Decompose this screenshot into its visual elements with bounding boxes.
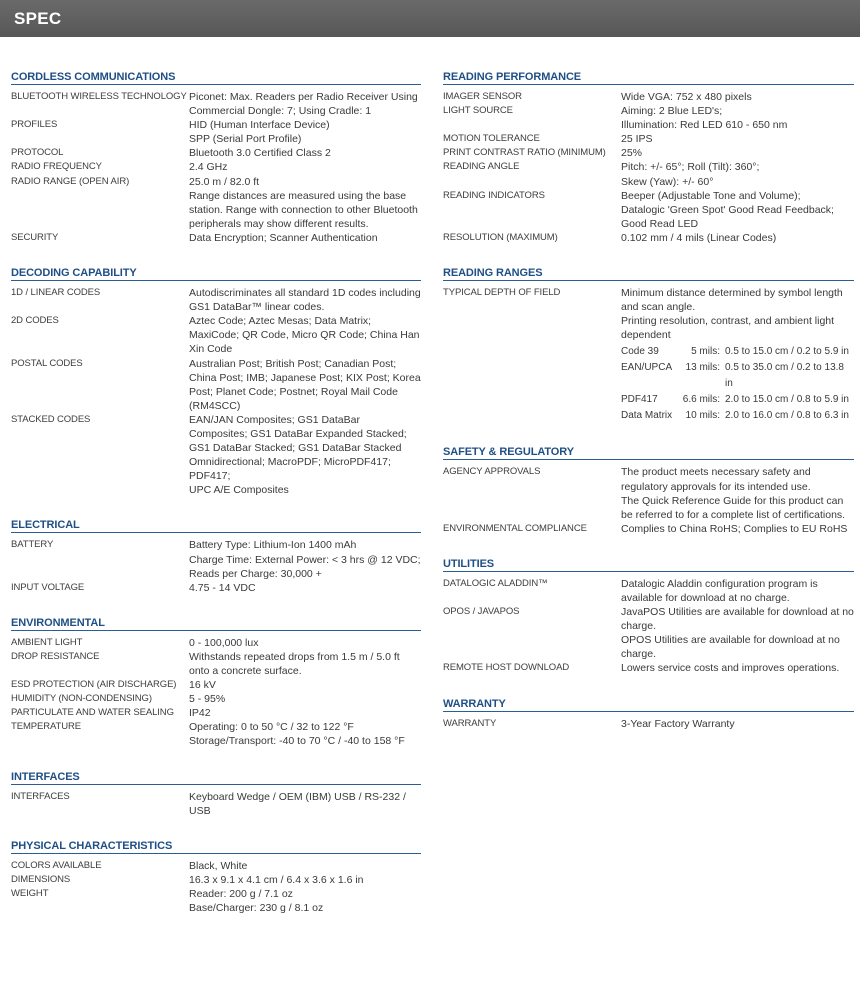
spec-value: Wide VGA: 752 x 480 pixels — [621, 91, 752, 103]
spec-values — [189, 146, 421, 160]
section-warranty — [443, 696, 854, 731]
section-decoding-capability — [11, 265, 421, 497]
spec-label: OPOS / JAVAPOS — [443, 606, 520, 618]
spec-values — [189, 160, 421, 174]
spec-values — [189, 859, 421, 873]
section-title: DECODING CAPABILITY — [11, 265, 421, 281]
spec-values — [621, 522, 854, 536]
spec-row — [443, 286, 854, 424]
spec-row — [443, 717, 854, 731]
spec-value: 0 - 100,000 lux — [189, 636, 259, 649]
spec-row — [443, 104, 854, 132]
spec-value: Australian Post; British Post; Canadian Post; China Post; IMB; Japanese Post; KIX Post; Korea Post; Planet Code; Postnet; Royal Mail Code (RM4SCC) — [189, 357, 421, 412]
range-mils: 5 mils: — [691, 346, 720, 358]
range-mils: 13 mils: — [685, 362, 720, 374]
spec-values — [621, 90, 854, 104]
spec-label: TYPICAL DEPTH OF FIELD — [443, 287, 561, 299]
range-distance: 2.0 to 15.0 cm / 0.8 to 5.9 in — [725, 394, 849, 406]
spec-value: Piconet: Max. Readers per Radio Receiver Using Commercial Dongle: 7; Using Cradle: 1 — [189, 91, 418, 118]
spec-value: Autodiscriminates all standard 1D codes including GS1 DataBar™ linear codes. — [189, 287, 421, 314]
spec-values — [621, 231, 854, 245]
spec-label: WARRANTY — [443, 717, 497, 729]
spec-values — [189, 650, 421, 678]
spec-label: AMBIENT LIGHT — [11, 636, 83, 648]
spec-values — [189, 887, 421, 915]
spec-value: Beeper (Adjustable Tone and Volume); — [621, 189, 801, 202]
spec-row — [11, 314, 421, 356]
spec-values — [621, 132, 854, 146]
spec-label: PRINT CONTRAST RATIO (MINIMUM) — [443, 147, 606, 159]
spec-row — [443, 132, 854, 146]
spec-label: ESD PROTECTION (AIR DISCHARGE) — [11, 679, 177, 691]
spec-value: 3-Year Factory Warranty — [621, 717, 735, 730]
spec-values — [189, 581, 421, 595]
spec-label: MOTION TOLERANCE — [443, 133, 540, 145]
spec-row — [443, 231, 854, 245]
left-column — [11, 69, 421, 935]
spec-values — [621, 605, 854, 661]
spec-value: Base/Charger: 230 g / 8.1 oz — [189, 902, 324, 915]
spec-label: BATTERY — [11, 539, 54, 551]
spec-value: Complies to China RoHS; Complies to EU RoHS — [621, 522, 848, 535]
section-title: ENVIRONMENTAL — [11, 615, 421, 631]
spec-row — [11, 357, 421, 413]
spec-label: AGENCY APPROVALS — [443, 466, 541, 478]
spec-values — [621, 661, 854, 675]
range-distance: 0.5 to 15.0 cm / 0.2 to 5.9 in — [725, 346, 849, 358]
spec-label: STACKED CODES — [11, 413, 91, 425]
spec-label: COLORS AVAILABLE — [11, 859, 102, 871]
spec-label: RADIO RANGE (OPEN AIR) — [11, 175, 130, 187]
spec-value: 25 IPS — [621, 133, 653, 146]
spec-value: JavaPOS Utilities are available for download at no charge. — [621, 606, 854, 633]
spec-label: TEMPERATURE — [11, 721, 81, 733]
spec-value: Printing resolution, contrast, and ambient light dependent — [621, 315, 835, 342]
spec-row — [11, 286, 421, 314]
spec-value: Range distances are measured using the base station. Range with connection to other Bluetooth peripherals may show different results. — [189, 189, 418, 230]
spec-values — [621, 465, 854, 521]
section-interfaces — [11, 769, 421, 818]
spec-label: RADIO FREQUENCY — [11, 161, 102, 173]
spec-values — [189, 706, 421, 720]
spec-value: HID (Human Interface Device) — [189, 119, 330, 132]
spec-row — [443, 465, 854, 521]
section-title: PHYSICAL CHARACTERISTICS — [11, 838, 421, 854]
spec-label: WEIGHT — [11, 887, 49, 899]
spec-row — [443, 146, 854, 160]
range-mils: 10 mils: — [685, 410, 720, 422]
section-title: UTILITIES — [443, 556, 854, 572]
spec-label: ENVIRONMENTAL COMPLIANCE — [443, 522, 587, 534]
spec-label: DATALOGIC ALADDIN™ — [443, 577, 548, 589]
spec-label: SECURITY — [11, 231, 59, 243]
spec-values — [621, 577, 854, 605]
range-symbology: Data Matrix — [621, 410, 673, 422]
spec-label: POSTAL CODES — [11, 357, 83, 369]
spec-value: 0.102 mm / 4 mils (Linear Codes) — [621, 231, 777, 244]
spec-row — [443, 577, 854, 605]
spec-values — [189, 413, 421, 498]
spec-value: SPP (Serial Port Profile) — [189, 133, 302, 146]
spec-values — [189, 286, 421, 314]
spec-row — [11, 873, 421, 887]
section-reading-ranges — [443, 265, 854, 424]
spec-label: 2D CODES — [11, 315, 59, 327]
spec-values — [189, 231, 421, 245]
range-symbology: PDF417 — [621, 394, 658, 406]
range-distance: 0.5 to 35.0 cm / 0.2 to 13.8 in — [725, 362, 844, 390]
spec-label: PROTOCOL — [11, 147, 64, 159]
section-electrical — [11, 517, 421, 594]
spec-row — [443, 605, 854, 661]
spec-value: Charge Time: External Power: < 3 hrs @ 12 VDC; Reads per Charge: 30,000 + — [189, 553, 421, 580]
spec-value: Lowers service costs and improves operations. — [621, 662, 840, 675]
spec-values — [189, 314, 421, 356]
spec-value: 25.0 m / 82.0 ft — [189, 175, 260, 188]
spec-label: READING ANGLE — [443, 161, 520, 173]
spec-row — [11, 790, 421, 818]
spec-value: Keyboard Wedge / OEM (IBM) USB / RS-232 / USB — [189, 790, 406, 817]
spec-values — [189, 538, 421, 580]
spec-label: INTERFACES — [11, 790, 70, 802]
spec-value: IP42 — [189, 707, 211, 720]
spec-value: Bluetooth 3.0 Certified Class 2 — [189, 147, 331, 160]
section-title: READING PERFORMANCE — [443, 69, 854, 85]
spec-values — [621, 189, 854, 231]
spec-row — [11, 720, 421, 748]
spec-value: Black, White — [189, 859, 248, 872]
section-title: SAFETY & REGULATORY — [443, 444, 854, 460]
section-environmental — [11, 615, 421, 749]
spec-row — [443, 189, 854, 231]
section-utilities — [443, 556, 854, 676]
spec-values — [189, 636, 421, 650]
spec-values — [189, 357, 421, 413]
section-safety-regulatory — [443, 444, 854, 535]
spec-values — [621, 104, 854, 132]
spec-row — [11, 146, 421, 160]
spec-values — [189, 90, 421, 118]
spec-value: Datalogic Aladdin configuration program is available for download at no charge. — [621, 577, 818, 604]
spec-value: OPOS Utilities are available for download at no charge. — [621, 634, 840, 661]
spec-value: Operating: 0 to 50 °C / 32 to 122 °F — [189, 721, 354, 734]
spec-row — [11, 160, 421, 174]
spec-value: The Quick Reference Guide for this product can be referred to for a complete list of certifications. — [621, 494, 846, 521]
spec-value: EAN/JAN Composites; GS1 DataBar Composites; GS1 DataBar Expanded Stacked; GS1 DataBar Stacked; GS1 DataBar Stacked Omnidirectional; MacroPDF; MicroPDF417; PDF417; — [189, 413, 407, 483]
spec-value: Aiming: 2 Blue LED's; — [621, 105, 723, 118]
spec-values — [621, 160, 854, 188]
spec-row — [443, 90, 854, 104]
spec-label: PARTICULATE AND WATER SEALING — [11, 707, 174, 719]
spec-value: Storage/Transport: -40 to 70 °C / -40 to 158 °F — [189, 735, 405, 748]
spec-values — [189, 175, 421, 231]
spec-value: 25% — [621, 147, 643, 160]
spec-value: Skew (Yaw): +/- 60° — [621, 175, 714, 188]
spec-label: BLUETOOTH WIRELESS TECHNOLOGY — [11, 91, 187, 102]
section-title: WARRANTY — [443, 696, 854, 712]
spec-row — [443, 160, 854, 188]
spec-label: REMOTE HOST DOWNLOAD — [443, 662, 570, 674]
spec-row — [11, 650, 421, 678]
reading-range-row — [621, 408, 854, 424]
section-title: ELECTRICAL — [11, 517, 421, 533]
spec-value: 2.4 GHz — [189, 161, 228, 174]
section-reading-performance — [443, 69, 854, 245]
spec-row — [11, 413, 421, 498]
section-cordless-communications — [11, 69, 421, 245]
section-title: READING RANGES — [443, 265, 854, 281]
spec-row — [11, 859, 421, 873]
spec-label: 1D / LINEAR CODES — [11, 287, 101, 299]
right-column — [443, 69, 854, 751]
spec-row — [443, 522, 854, 536]
page-title: SPEC — [14, 9, 62, 28]
reading-range-table — [621, 344, 854, 424]
spec-value: Aztec Code; Aztec Mesas; Data Matrix; MaxiCode; QR Code, Micro QR Code; China Han Xin Code — [189, 315, 420, 356]
spec-value: Withstands repeated drops from 1.5 m / 5.0 ft onto a concrete surface. — [189, 650, 400, 677]
spec-row — [443, 661, 854, 675]
spec-label: DIMENSIONS — [11, 873, 71, 885]
spec-values — [189, 790, 421, 818]
spec-value: The product meets necessary safety and regulatory approvals for its intended use. — [621, 466, 811, 493]
spec-row — [11, 706, 421, 720]
spec-row — [11, 175, 421, 231]
reading-range-row — [621, 360, 854, 392]
spec-values — [189, 692, 421, 706]
spec-row — [11, 678, 421, 692]
spec-value: 16 kV — [189, 679, 216, 692]
spec-row — [11, 231, 421, 245]
spec-row — [11, 887, 421, 915]
spec-value: Datalogic 'Green Spot' Good Read Feedback; Good Read LED — [621, 203, 834, 230]
range-symbology: Code 39 — [621, 346, 659, 358]
spec-values — [189, 118, 421, 146]
spec-values — [621, 146, 854, 160]
spec-value: Illumination: Red LED 610 - 650 nm — [621, 119, 788, 132]
section-title: CORDLESS COMMUNICATIONS — [11, 69, 421, 85]
spec-value: Pitch: +/- 65°; Roll (Tilt): 360°; — [621, 161, 760, 174]
spec-value: 4.75 - 14 VDC — [189, 581, 256, 594]
spec-row — [11, 581, 421, 595]
spec-values — [189, 720, 421, 748]
spec-value: Reader: 200 g / 7.1 oz — [189, 887, 293, 900]
spec-row — [11, 90, 421, 118]
spec-values — [621, 286, 854, 424]
range-mils: 6.6 mils: — [682, 394, 720, 406]
reading-range-row — [621, 344, 854, 360]
spec-label: DROP RESISTANCE — [11, 650, 100, 662]
spec-values — [189, 873, 421, 887]
spec-value: Minimum distance determined by symbol length and scan angle. — [621, 287, 843, 314]
spec-row — [11, 692, 421, 706]
spec-value: 5 - 95% — [189, 693, 226, 706]
spec-label: RESOLUTION (MAXIMUM) — [443, 231, 558, 243]
spec-values — [621, 717, 854, 731]
spec-value: 16.3 x 9.1 x 4.1 cm / 6.4 x 3.6 x 1.6 in — [189, 873, 364, 886]
reading-range-row — [621, 392, 854, 408]
section-title: INTERFACES — [11, 769, 421, 785]
spec-row — [11, 118, 421, 146]
header-bar — [0, 0, 860, 37]
spec-value: Battery Type: Lithium-Ion 1400 mAh — [189, 539, 357, 552]
spec-label: INPUT VOLTAGE — [11, 581, 85, 593]
spec-label: HUMIDITY (NON-CONDENSING) — [11, 693, 152, 705]
spec-value: Data Encryption; Scanner Authentication — [189, 231, 378, 244]
range-symbology: EAN/UPCA — [621, 362, 673, 374]
spec-label: LIGHT SOURCE — [443, 105, 513, 117]
spec-label: PROFILES — [11, 119, 58, 131]
section-physical-characteristics — [11, 838, 421, 915]
spec-values — [189, 678, 421, 692]
spec-row — [11, 636, 421, 650]
spec-label: IMAGER SENSOR — [443, 91, 522, 102]
range-distance: 2.0 to 16.0 cm / 0.8 to 6.3 in — [725, 410, 849, 422]
spec-value: UPC A/E Composites — [189, 484, 289, 497]
spec-label: READING INDICATORS — [443, 189, 545, 201]
spec-row — [11, 538, 421, 580]
